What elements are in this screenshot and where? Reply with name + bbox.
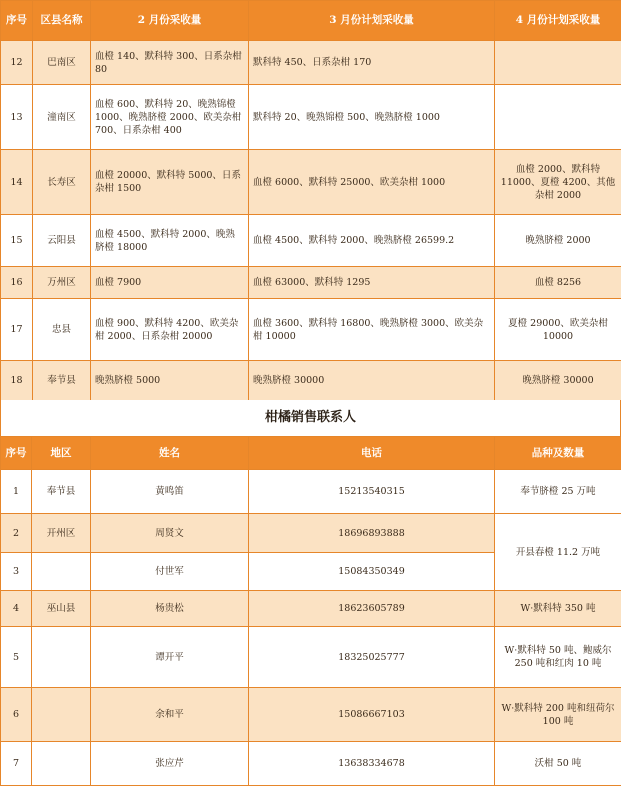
contact-name: 付世军 xyxy=(91,553,249,591)
table-row xyxy=(1,267,621,299)
table-row xyxy=(1,215,621,267)
contact-region xyxy=(32,627,91,688)
row-no: 14 xyxy=(1,150,33,215)
row-no: 13 xyxy=(1,85,33,150)
contact-variety: 奉节脐橙 25 万吨 xyxy=(495,470,621,514)
table-header-row xyxy=(1,437,621,470)
row-no: 18 xyxy=(1,361,33,401)
contacts-table xyxy=(0,436,621,786)
row-district: 奉节县 xyxy=(33,361,91,401)
row-apr xyxy=(495,85,621,150)
contact-phone: 18325025777 xyxy=(249,627,495,688)
contact-no: 4 xyxy=(1,591,32,627)
table-row xyxy=(1,742,621,786)
table-row xyxy=(1,361,621,401)
contacts-title: 柑橘销售联系人 xyxy=(0,400,621,436)
contact-name: 杨贵松 xyxy=(91,591,249,627)
contact-phone: 13638334678 xyxy=(249,742,495,786)
contact-phone: 15084350349 xyxy=(249,553,495,591)
row-mar: 血橙 4500、默科特 2000、晚熟脐橙 26599.2 xyxy=(249,215,495,267)
contact-region: 巫山县 xyxy=(32,591,91,627)
contact-variety: 开县春橙 11.2 万吨 xyxy=(495,514,621,591)
table-row xyxy=(1,85,621,150)
row-mar: 血橙 63000、默科特 1295 xyxy=(249,267,495,299)
table-row xyxy=(1,688,621,742)
col-header-region: 地区 xyxy=(32,437,91,470)
contact-phone: 15213540315 xyxy=(249,470,495,514)
contact-phone: 15086667103 xyxy=(249,688,495,742)
contact-no: 3 xyxy=(1,553,32,591)
contact-region: 开州区 xyxy=(32,514,91,553)
contact-variety: W·默科特 200 吨和纽荷尔 100 吨 xyxy=(495,688,621,742)
col-header-no: 序号 xyxy=(1,437,32,470)
row-district: 万州区 xyxy=(33,267,91,299)
col-header-name: 姓名 xyxy=(91,437,249,470)
row-apr: 血橙 2000、默科特 11000、夏橙 4200、其他杂柑 2000 xyxy=(495,150,621,215)
row-feb: 血橙 7900 xyxy=(91,267,249,299)
table-row xyxy=(1,591,621,627)
row-apr: 血橙 8256 xyxy=(495,267,621,299)
contact-region: 奉节县 xyxy=(32,470,91,514)
contact-name: 余和平 xyxy=(91,688,249,742)
contact-region xyxy=(32,553,91,591)
row-apr xyxy=(495,41,621,85)
row-apr: 夏橙 29000、欧美杂柑 10000 xyxy=(495,299,621,361)
row-district: 忠县 xyxy=(33,299,91,361)
table-row xyxy=(1,470,621,514)
table-header-row xyxy=(1,1,621,41)
col-header-phone: 电话 xyxy=(249,437,495,470)
row-feb: 血橙 900、默科特 4200、欧美杂柑 2000、日系杂柑 20000 xyxy=(91,299,249,361)
row-apr: 晚熟脐橙 2000 xyxy=(495,215,621,267)
row-district: 云阳县 xyxy=(33,215,91,267)
contact-name: 谭开平 xyxy=(91,627,249,688)
contact-no: 6 xyxy=(1,688,32,742)
contact-name: 周贤文 xyxy=(91,514,249,553)
row-mar: 默科特 450、日系杂柑 170 xyxy=(249,41,495,85)
row-no: 12 xyxy=(1,41,33,85)
col-header-variety: 品种及数量 xyxy=(495,437,621,470)
contact-region xyxy=(32,742,91,786)
contact-no: 2 xyxy=(1,514,32,553)
contact-region xyxy=(32,688,91,742)
row-feb: 血橙 20000、默科特 5000、日系杂柑 1500 xyxy=(91,150,249,215)
contact-no: 5 xyxy=(1,627,32,688)
table-row xyxy=(1,627,621,688)
row-district: 潼南区 xyxy=(33,85,91,150)
contact-variety: W·默科特 50 吨、鲍威尔 250 吨和红肉 10 吨 xyxy=(495,627,621,688)
row-feb: 血橙 140、默科特 300、日系杂柑 80 xyxy=(91,41,249,85)
col-header-mar: 3 月份计划采收量 xyxy=(249,1,495,41)
col-header-feb: 2 月份采收量 xyxy=(91,1,249,41)
row-mar: 血橙 6000、默科特 25000、欧美杂柑 1000 xyxy=(249,150,495,215)
row-no: 16 xyxy=(1,267,33,299)
contact-phone: 18696893888 xyxy=(249,514,495,553)
row-feb: 血橙 600、默科特 20、晚熟锦橙 1000、晚熟脐橙 2000、欧美杂柑 700、日系杂柑 400 xyxy=(91,85,249,150)
row-feb: 血橙 4500、默科特 2000、晚熟脐橙 18000 xyxy=(91,215,249,267)
row-apr: 晚熟脐橙 30000 xyxy=(495,361,621,401)
row-district: 长寿区 xyxy=(33,150,91,215)
contact-no: 1 xyxy=(1,470,32,514)
row-mar: 默科特 20、晚熟锦橙 500、晚熟脐橙 1000 xyxy=(249,85,495,150)
table-row xyxy=(1,299,621,361)
table-row xyxy=(1,150,621,215)
contact-variety: W·默科特 350 吨 xyxy=(495,591,621,627)
col-header-district: 区县名称 xyxy=(33,1,91,41)
col-header-apr: 4 月份计划采收量 xyxy=(495,1,621,41)
contact-name: 黄鸣笛 xyxy=(91,470,249,514)
row-no: 17 xyxy=(1,299,33,361)
row-no: 15 xyxy=(1,215,33,267)
contact-variety: 沃柑 50 吨 xyxy=(495,742,621,786)
table-row xyxy=(1,514,621,553)
contact-name: 张应芹 xyxy=(91,742,249,786)
col-header-no: 序号 xyxy=(1,1,33,41)
row-district: 巴南区 xyxy=(33,41,91,85)
row-mar: 晚熟脐橙 30000 xyxy=(249,361,495,401)
row-feb: 晚熟脐橙 5000 xyxy=(91,361,249,401)
contact-phone: 18623605789 xyxy=(249,591,495,627)
row-mar: 血橙 3600、默科特 16800、晚熟脐橙 3000、欧美杂柑 10000 xyxy=(249,299,495,361)
table-row xyxy=(1,41,621,85)
contact-no: 7 xyxy=(1,742,32,786)
